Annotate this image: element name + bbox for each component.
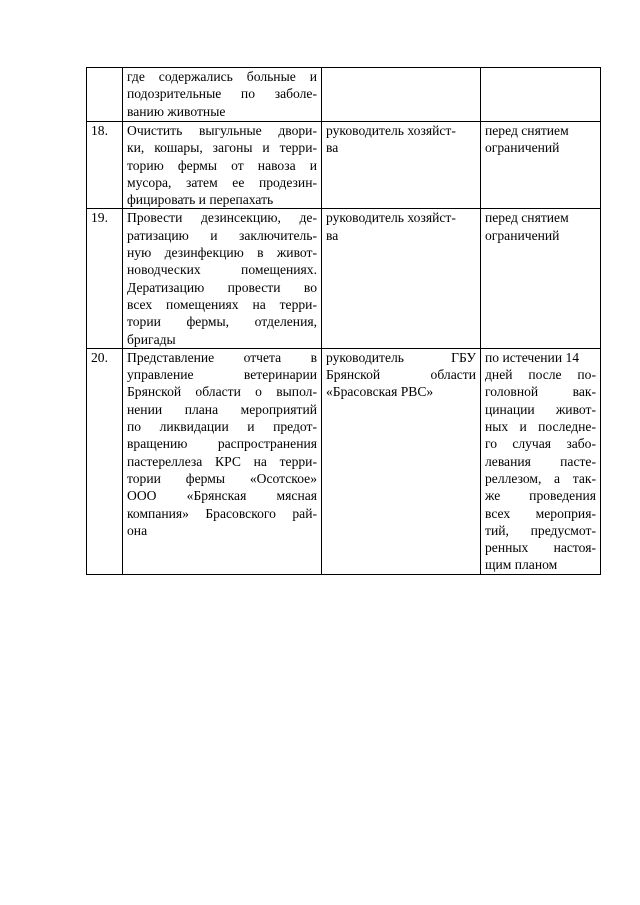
action-line: ную дезинфекцию в живот-: [127, 245, 317, 261]
action-line: ванию животные: [127, 103, 226, 119]
action-line: нении плана мероприятий: [127, 401, 317, 417]
action-line: вращению распространения: [127, 436, 317, 452]
responsible-cell: [322, 209, 481, 348]
action-line: ки, кошары, загоны и терри-: [127, 140, 317, 156]
deadline-line: цинации живот-: [485, 401, 596, 417]
action-line: пастереллеза КРС на терри-: [127, 453, 317, 469]
action-line: ООО «Брянская мясная: [127, 488, 317, 504]
deadline-line: тий, предусмот-: [485, 522, 596, 538]
deadline-line: перед снятием: [485, 210, 569, 226]
row-number: 18.: [87, 122, 123, 209]
table-row: [87, 68, 601, 122]
action-line: Дератизацию провести во: [127, 279, 317, 295]
table-body: [87, 68, 601, 575]
responsible-cell: [322, 122, 481, 209]
deadline-line: ограничений: [485, 140, 560, 156]
deadline-line: го случая забо-: [485, 436, 596, 452]
responsible-line: Брянской области: [326, 367, 476, 383]
row-number: [87, 68, 123, 122]
action-line: компания» Брасовского рай-: [127, 505, 317, 521]
deadline-cell: [481, 348, 601, 574]
deadline-cell: [481, 122, 601, 209]
action-line: торию фермы от навоза и: [127, 157, 317, 173]
row-number: 20.: [87, 348, 123, 574]
responsible-line: ва: [326, 140, 339, 156]
action-line: бригады: [127, 331, 176, 347]
action-cell: [123, 209, 322, 348]
deadline-cell: [481, 209, 601, 348]
action-line: управление ветеринарии: [127, 367, 317, 383]
deadline-line: реллезом, а так-: [485, 470, 596, 486]
action-cell: [123, 68, 322, 122]
responsible-line: ва: [326, 227, 339, 243]
deadline-line: по истечении 14: [485, 349, 580, 365]
action-cell: [123, 348, 322, 574]
deadline-line: головной вак-: [485, 384, 596, 400]
deadline-line: ограничений: [485, 227, 560, 243]
deadline-cell: [481, 68, 601, 122]
deadline-line: же проведения: [485, 488, 596, 504]
responsible-line: «Брасовская РВС»: [326, 384, 434, 400]
responsible-cell: [322, 68, 481, 122]
responsible-line: руководитель хозяйст-: [326, 123, 456, 138]
deadline-line: ренных настоя-: [485, 540, 596, 556]
responsible-line: руководитель ГБУ: [326, 349, 476, 365]
action-line: подозрительные по заболе-: [127, 86, 317, 102]
action-line: всех помещениях на терри-: [127, 296, 317, 312]
deadline-line: ных и последне-: [485, 419, 596, 435]
action-line: Представление отчета в: [127, 349, 317, 365]
action-line: Провести дезинсекцию, де-: [127, 210, 317, 226]
action-line: мусора, затем ее продезин-: [127, 174, 317, 190]
deadline-line: всех мероприя-: [485, 505, 596, 521]
action-cell: [123, 122, 322, 209]
action-line: Очистить выгульные двори-: [127, 123, 317, 138]
measures-table: [86, 67, 601, 575]
action-line: тории фермы, отделения,: [127, 314, 317, 330]
action-line: фицировать и перепахать: [127, 192, 274, 208]
action-line: где содержались больные и: [127, 69, 317, 84]
table-row: [87, 348, 601, 574]
row-number: 19.: [87, 209, 123, 348]
action-line: Брянской области о выпол-: [127, 384, 317, 400]
deadline-line: щим планом: [485, 557, 558, 573]
action-line: она: [127, 522, 148, 538]
deadline-line: дней после по-: [485, 367, 596, 383]
action-line: ратизацию и заключитель-: [127, 227, 317, 243]
action-line: тории фермы «Осотское»: [127, 470, 317, 486]
action-line: по ликвидации и предот-: [127, 419, 317, 435]
responsible-line: руководитель хозяйст-: [326, 210, 456, 226]
responsible-cell: [322, 348, 481, 574]
table-row: [87, 122, 601, 209]
deadline-line: левания пасте-: [485, 453, 596, 469]
deadline-line: перед снятием: [485, 123, 569, 138]
table-row: [87, 209, 601, 348]
action-line: новодческих помещениях.: [127, 262, 317, 278]
